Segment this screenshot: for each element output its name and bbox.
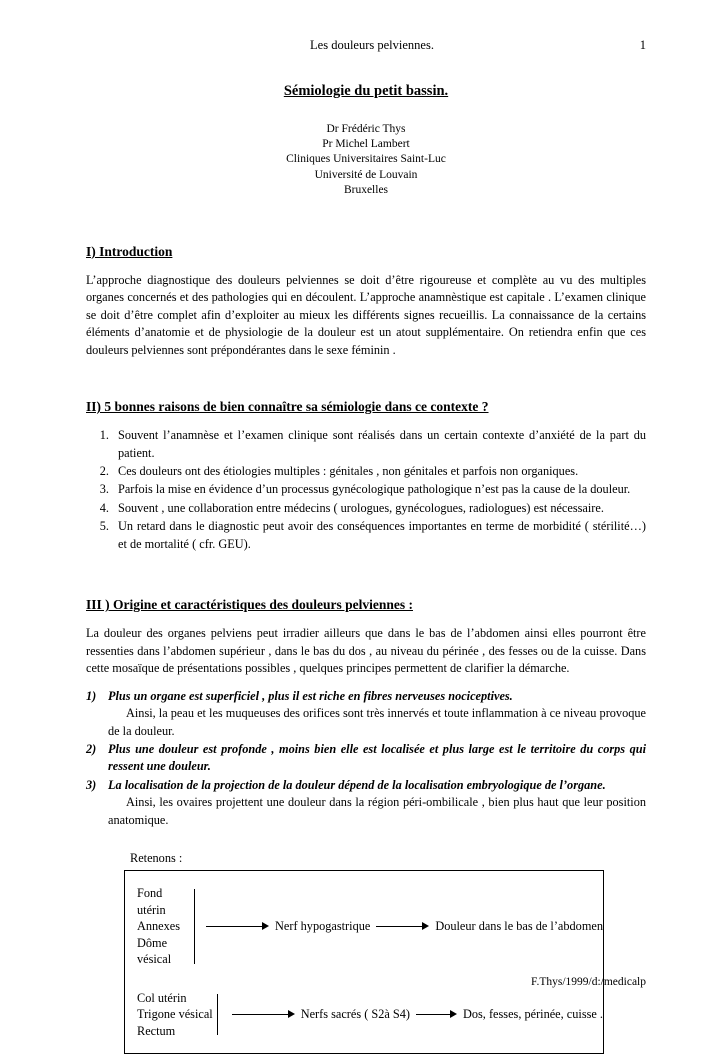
list-item: 3. Parfois la mise en évidence d’un processus gynécologique pathologique n’est pas la cause de la douleur. (112, 481, 646, 498)
point-statement: La localisation de la projection de la douleur dépend de la localisation embryologique de l’organe. (108, 777, 606, 792)
diagram-box (124, 870, 604, 1054)
raisons-list (86, 427, 646, 553)
section-heading-origine: III ) Origine et caractéristiques des douleurs pelviennes : (86, 597, 413, 613)
diagram-result-label: Douleur dans le bas de l’abdomen (435, 918, 603, 933)
running-title: Les douleurs pelviennes. (310, 38, 434, 52)
origine-point (86, 741, 646, 776)
origine-point (86, 777, 646, 829)
list-item: 4. Souvent , une collaboration entre médecins ( urologues, gynécologues, radiologues) est nécessaire. (112, 500, 646, 517)
point-body (108, 777, 646, 829)
diagram-group (125, 990, 603, 1039)
point-body (108, 688, 646, 740)
affiliation-line: Cliniques Universitaires Saint-Luc (286, 153, 446, 166)
origine-point (86, 688, 646, 740)
diagram-terms (137, 990, 215, 1039)
diagram-nerve-label: Nerfs sacrés ( S2à S4) (300, 1006, 410, 1021)
diagram-result-label: Dos, fesses, périnée, cuisse . (462, 1006, 603, 1021)
page-footer: F.Thys/1999/d:/medicalp (530, 976, 646, 988)
point-statement: Plus une douleur est profonde , moins bien elle est localisée et plus large est le territoire du corps qui ressent une douleur. (108, 742, 646, 774)
arrow-icon (376, 922, 429, 930)
diagram-term: Trigone vésical (137, 1007, 213, 1022)
diagram-term: Col utérin (137, 990, 187, 1005)
arrow-icon (232, 1010, 295, 1018)
list-item: 1. Souvent l’anamnèse et l’examen clinique sont réalisés dans un certain contexte d’anxiété de la part du patient. (112, 427, 646, 462)
diagram-term: Rectum (137, 1023, 176, 1038)
list-item: 5. Un retard dans le diagnostic peut avoir des conséquences importantes en terme de morbidité ( stérilité…) et de mortalité ( cfr. GEU). (112, 518, 646, 553)
diagram-group (125, 885, 603, 967)
point-marker: 1) (86, 688, 97, 703)
list-item: 2. Ces douleurs ont des étiologies multiples : génitales , non génitales et parfois non organiques. (112, 463, 646, 480)
affiliation-line: Bruxelles (343, 183, 389, 196)
diagram-term: Fond utérin (137, 886, 166, 917)
page-header (86, 38, 646, 53)
point-continuation: Ainsi, les ovaires projettent une douleur dans la région péri-ombilicale , bien plus haut que leur position anatomique. (108, 795, 646, 827)
page-number: 1 (639, 38, 646, 52)
diagram-nerve-label: Nerf hypogastrique (275, 918, 371, 933)
document-title: Sémiologie du petit bassin. (283, 83, 449, 99)
affiliation-line: Université de Louvain (314, 168, 418, 181)
point-continuation: Ainsi, la peau et les muqueuses des orifices sont très innervés et toute inflammation à ce niveau provoque de la douleur. (108, 706, 646, 738)
section-heading-raisons: II) 5 bonnes raisons de bien connaître sa sémiologie dans ce contexte ? (86, 399, 489, 415)
origine-paragraph: La douleur des organes pelviens peut irradier ailleurs que dans le bas de l’abdomen ainsi elles pourront être ressenties dans l’abdomen supérieur , dans le bas du dos , au niveau du périnée , des fesses ou de la cuisse. Dans cette mosaïque de présentations possibles , quelques principes permettent de clarifier la démarche. (86, 626, 646, 676)
introduction-paragraph: L’approche diagnostique des douleurs pelviennes se doit d’être rigoureuse et complète au vu des multiples organes concernés et des pathologies qui en découlent. L’approche anamnèstique est capitale . L’examen clinique se doit d’être complet afin d’exploiter au mieux les différents signes recueillis. La connaissance de la certains éléments d’anatomie et de physiologie de la douleur est un atout supplémentaire. On retiendra enfin que ces douleurs pelviennes sont prépondérantes dans le sexe féminin . (86, 272, 646, 357)
brace-bracket (215, 990, 224, 1039)
point-marker: 3) (86, 777, 97, 792)
author-block (86, 122, 646, 198)
point-statement: Plus un organe est superficiel , plus il est riche en fibres nerveuses nociceptives. (108, 688, 513, 703)
diagram-term: Dôme vésical (137, 935, 172, 967)
arrow-icon (416, 1010, 457, 1018)
diagram-caption: Retenons : (130, 851, 183, 866)
point-body (108, 741, 646, 776)
diagram-terms (137, 885, 192, 967)
diagram-term: Annexes (137, 919, 181, 934)
point-marker: 2) (86, 742, 97, 757)
origine-points (86, 688, 646, 830)
author-line: Dr Frédéric Thys (326, 123, 406, 135)
brace-bracket (192, 885, 198, 967)
section-heading-introduction: I) Introduction (86, 243, 173, 259)
author-line: Pr Michel Lambert (322, 138, 410, 151)
arrow-icon (206, 922, 269, 930)
